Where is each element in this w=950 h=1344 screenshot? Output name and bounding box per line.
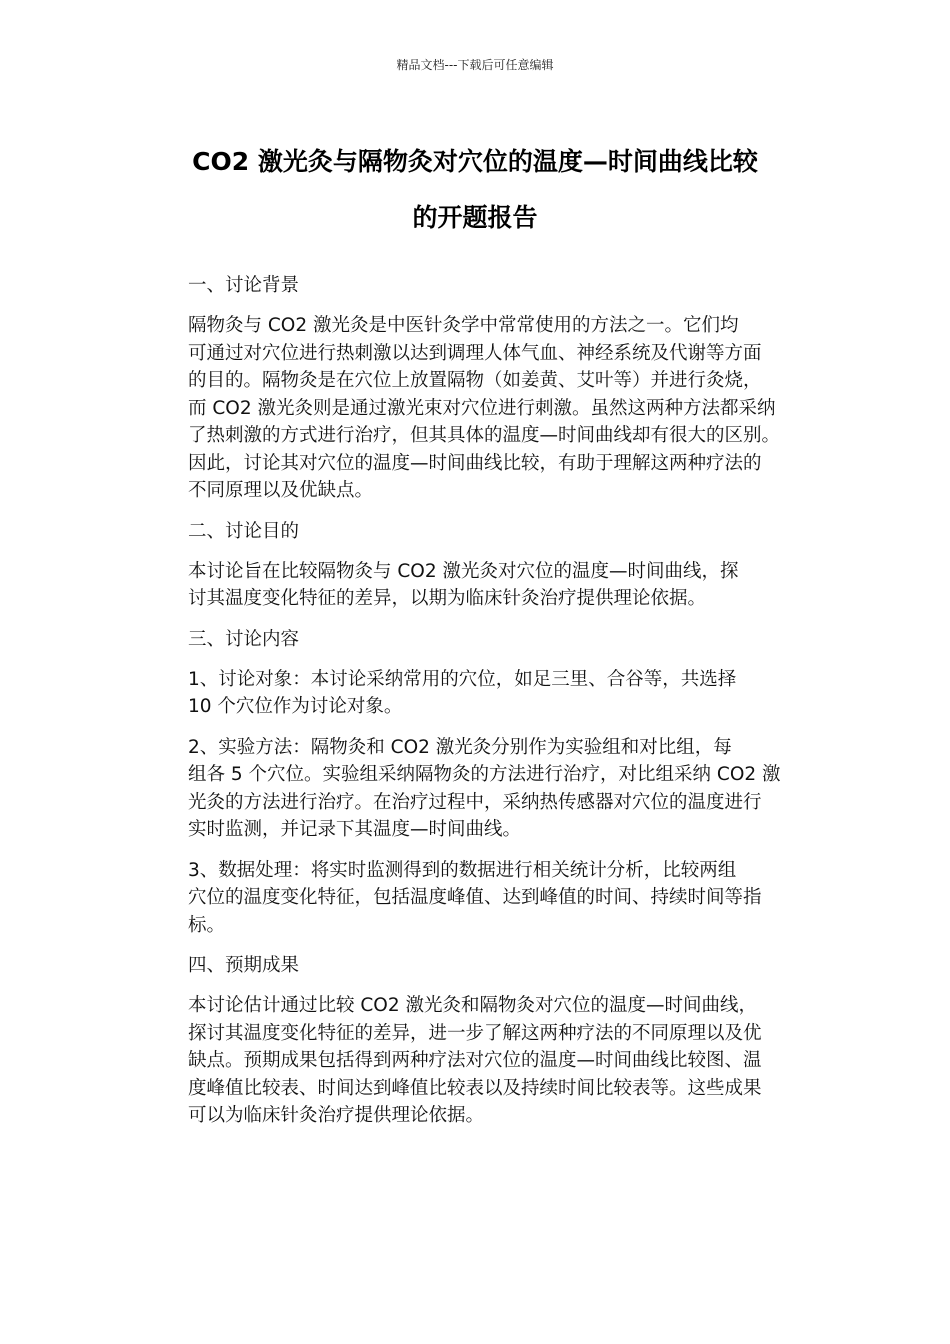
paragraph-purpose xyxy=(144,558,810,613)
paragraph-background xyxy=(144,312,810,505)
paragraph-line: 因此，讨论其对穴位的温度—时间曲线比较，有助于理解这两种疗法的 xyxy=(188,452,762,474)
section-heading-expected: 四、预期成果 xyxy=(188,955,300,976)
paragraph-line: 本讨论估计通过比较 CO2 激光灸和隔物灸对穴位的温度—时间曲线， xyxy=(188,995,758,1016)
paragraph-content-item-1 xyxy=(144,666,810,721)
title-line-1: CO2 激光灸与隔物灸对穴位的温度—时间曲线比较 xyxy=(192,147,758,176)
section-heading-content: 三、讨论内容 xyxy=(188,628,300,650)
paragraph-line: 穴位的温度变化特征，包括温度峰值、达到峰值的时间、持续时间等指 xyxy=(188,887,762,908)
paragraph-expected xyxy=(144,992,810,1130)
section-heading-background: 一、讨论背景 xyxy=(188,275,300,296)
page-header-watermark: 精品文档---下载后可任意编辑 xyxy=(396,58,554,72)
paragraph-line: 讨其温度变化特征的差异，以期为临床针灸治疗提供理论依据。 xyxy=(188,588,707,609)
paragraph-line: 缺点。预期成果包括得到两种疗法对穴位的温度—时间曲线比较图、温 xyxy=(188,1050,762,1071)
paragraph-line: 实时监测，并记录下其温度—时间曲线。 xyxy=(188,819,522,840)
paragraph-line: 探讨其温度变化特征的差异，进一步了解这两种疗法的不同原理以及优 xyxy=(188,1022,762,1044)
paragraph-line: 不同原理以及优缺点。 xyxy=(188,480,374,501)
paragraph-line: 本讨论旨在比较隔物灸与 CO2 激光灸对穴位的温度—时间曲线，探 xyxy=(188,560,739,582)
title-line-2: 的开题报告 xyxy=(412,203,538,232)
paragraph-line: 隔物灸与 CO2 激光灸是中医针灸学中常常使用的方法之一。它们均 xyxy=(188,315,739,336)
paragraph-line: 了热刺激的方式进行治疗，但其具体的温度—时间曲线却有很大的区别。 xyxy=(188,425,781,446)
paragraph-line: 组各 5 个穴位。实验组采纳隔物灸的方法进行治疗，对比组采纳 CO2 激 xyxy=(188,764,781,785)
paragraph-line: 度峰值比较表、时间达到峰值比较表以及持续时间比较表等。这些成果 xyxy=(188,1077,762,1099)
paragraph-line: 2、实验方法：隔物灸和 CO2 激光灸分别作为实验组和对比组，每 xyxy=(188,736,732,758)
paragraph-line: 3、数据处理：将实时监测得到的数据进行相关统计分析，比较两组 xyxy=(188,859,737,881)
paragraph-line: 标。 xyxy=(188,914,226,936)
document-title xyxy=(140,134,810,246)
paragraph-line: 光灸的方法进行治疗。在治疗过程中，采纳热传感器对穴位的温度进行 xyxy=(188,791,762,813)
paragraph-content-item-2 xyxy=(144,734,810,844)
paragraph-content-item-3 xyxy=(144,857,810,940)
paragraph-line: 的目的。隔物灸是在穴位上放置隔物（如姜黄、艾叶等）并进行灸烧， xyxy=(188,370,762,391)
section-heading-purpose: 二、讨论目的 xyxy=(188,520,300,542)
paragraph-line: 可以为临床针灸治疗提供理论依据。 xyxy=(188,1105,485,1126)
paragraph-line: 而 CO2 激光灸则是通过激光束对穴位进行刺激。虽然这两种方法都采纳 xyxy=(188,397,776,419)
paragraph-line: 1、讨论对象：本讨论采纳常用的穴位，如足三里、合谷等，共选择 xyxy=(188,668,737,690)
document-body xyxy=(144,272,810,1143)
paragraph-line: 10 个穴位作为讨论对象。 xyxy=(188,696,403,717)
paragraph-line: 可通过对穴位进行热刺激以达到调理人体气血、神经系统及代谢等方面 xyxy=(188,342,762,364)
